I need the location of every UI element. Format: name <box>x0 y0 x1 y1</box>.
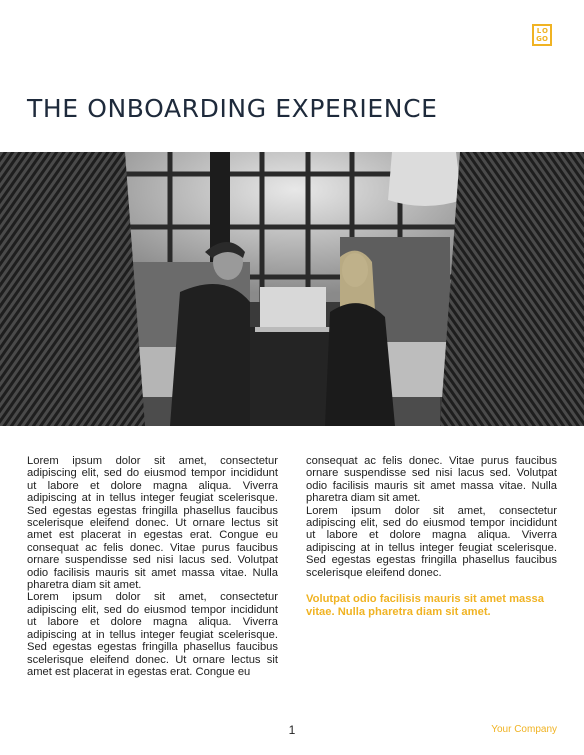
highlight-quote: Volutpat odio facilisis mauris sit amet massa vitae. Nulla pharetra diam sit amet. <box>306 593 544 618</box>
logo-letter: G <box>536 35 542 43</box>
logo-letter: L <box>536 27 542 35</box>
body-paragraph: consequat ac felis donec. Vitae purus faucibus ornare suspendisse sed nisi lacus sed. Volutpat odio facilisis mauris sit amet massa vitae. Nulla pharetra diam sit amet. <box>306 455 557 505</box>
body-paragraph: Lorem ipsum dolor sit amet, consectetur adipiscing elit, sed do eiusmod tempor incididunt ut labore et dolore magna aliqua. Viverra adipiscing at in tellus integer feugiat scelerisque. Sed egestas egestas fringilla phasellus faucibus scelerisque eleifend donec. Ut ornare lectus sit amet est placerat in egestas erat. Congue eu consequat ac felis donec. Vitae purus faucibus ornare suspendisse sed nisi lacus sed. Volutpat odio facilisis mauris sit amet massa vitae. Nulla pharetra diam sit amet. <box>27 455 278 592</box>
footer-company: Your Company <box>491 724 557 735</box>
page-number: 1 <box>288 723 296 737</box>
body-paragraph: Lorem ipsum dolor sit amet, consectetur adipiscing elit, sed do eiusmod tempor incididunt ut labore et dolore magna aliqua. Viverra adipiscing at in tellus integer feugiat scelerisque. Sed egestas egestas fringilla phasellus faucibus scelerisque eleifend donec. Ut ornare lectus sit amet est placerat in egestas erat. Congue eu <box>27 591 278 678</box>
body-column-left <box>27 455 278 695</box>
body-column-right <box>306 455 557 655</box>
logo <box>532 24 552 46</box>
photo-meeting-icon <box>0 152 584 426</box>
logo-letter: O <box>542 35 548 43</box>
body-paragraph: Lorem ipsum dolor sit amet, consectetur adipiscing elit, sed do eiusmod tempor incididunt ut labore et dolore magna aliqua. Viverra adipiscing at in tellus integer feugiat scelerisque. Sed egestas egestas fringilla phasellus faucibus scelerisque eleifend donec. <box>306 504 557 579</box>
page-title: THE ONBOARDING EXPERIENCE <box>27 94 438 123</box>
logo-letter: O <box>542 27 548 35</box>
